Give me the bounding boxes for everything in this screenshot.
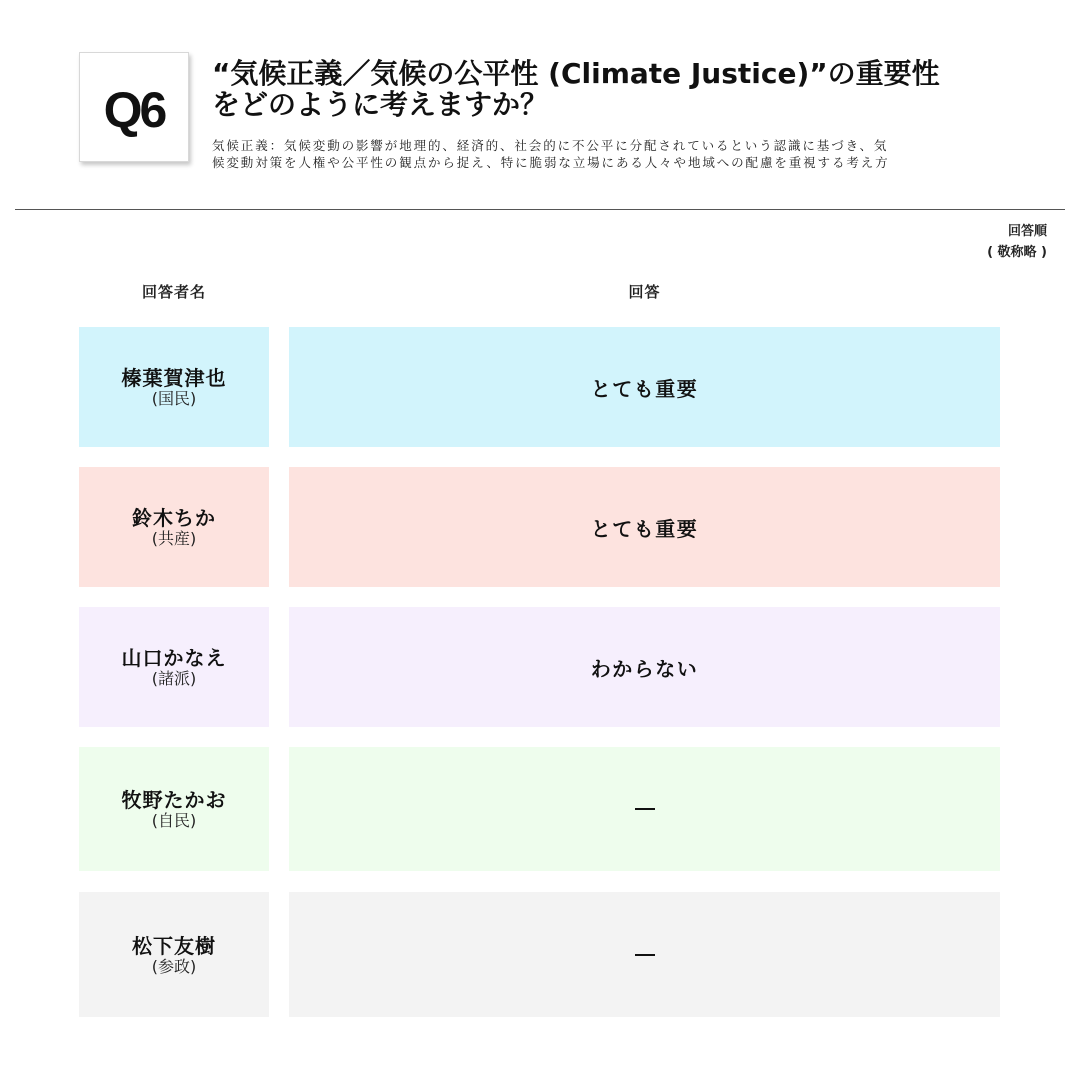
- answer-cell: [289, 747, 1000, 871]
- question-title-line-2: をどのように考えますか？: [212, 88, 549, 121]
- answer-cell: [289, 467, 1000, 587]
- answer-text: とても重要: [590, 516, 699, 541]
- answer-cell: [289, 892, 1000, 1017]
- question-title-line-1: “気候正義／気候の公平性 (Climate Justice)”の重要性: [212, 57, 940, 90]
- respondent-cell: [79, 467, 269, 587]
- question-number: Q6: [103, 82, 165, 138]
- respondent-cell: [79, 747, 269, 871]
- respondent-name: 山口かなえ: [121, 646, 227, 670]
- respondent-name: 松下友樹: [132, 933, 216, 958]
- respondent-party: (参政): [151, 956, 197, 976]
- definition-text: [212, 137, 1012, 171]
- answer-cell: [289, 607, 1000, 727]
- answer-text: わからない: [590, 656, 699, 681]
- dash-icon: [635, 808, 655, 810]
- answer-text: とても重要: [590, 376, 699, 401]
- table-row: [79, 892, 1000, 1017]
- respondent-name: 鈴木ちか: [132, 506, 216, 530]
- order-note-line-2: ( 敬称略 ): [987, 245, 1047, 260]
- respondent-party: (国民): [151, 389, 197, 408]
- respondent-cell: [79, 892, 269, 1017]
- respondent-name: 榛葉賀津也: [121, 366, 227, 390]
- answer-cell: [289, 327, 1000, 447]
- table-row: [79, 467, 1000, 587]
- definition-line-1: 気候正義：気候変動の影響が地理的、経済的、社会的に不公平に分配されているという認識に基づき、気: [212, 138, 889, 153]
- question-number-box: [79, 52, 189, 162]
- column-header-name: 回答者名: [141, 283, 206, 301]
- order-note: [987, 221, 1047, 263]
- respondent-party: (共産): [151, 529, 197, 548]
- table-row: [79, 747, 1000, 871]
- dash-icon: [635, 954, 655, 956]
- respondent-cell: [79, 327, 269, 447]
- header-divider: [15, 209, 1065, 210]
- column-header-answer: 回答: [628, 283, 661, 301]
- respondent-cell: [79, 607, 269, 727]
- table-row: [79, 327, 1000, 447]
- question-title: [212, 58, 1012, 120]
- respondent-name: 牧野たかお: [121, 788, 227, 812]
- definition-line-2: 候変動対策を人権や公平性の観点から捉え、特に脆弱な立場にある人々や地域への配慮を重視する考え方: [212, 155, 890, 170]
- respondent-party: (自民): [151, 811, 197, 830]
- table-row: [79, 607, 1000, 727]
- order-note-line-1: 回答順: [1007, 224, 1047, 239]
- respondent-party: (諸派): [151, 669, 197, 688]
